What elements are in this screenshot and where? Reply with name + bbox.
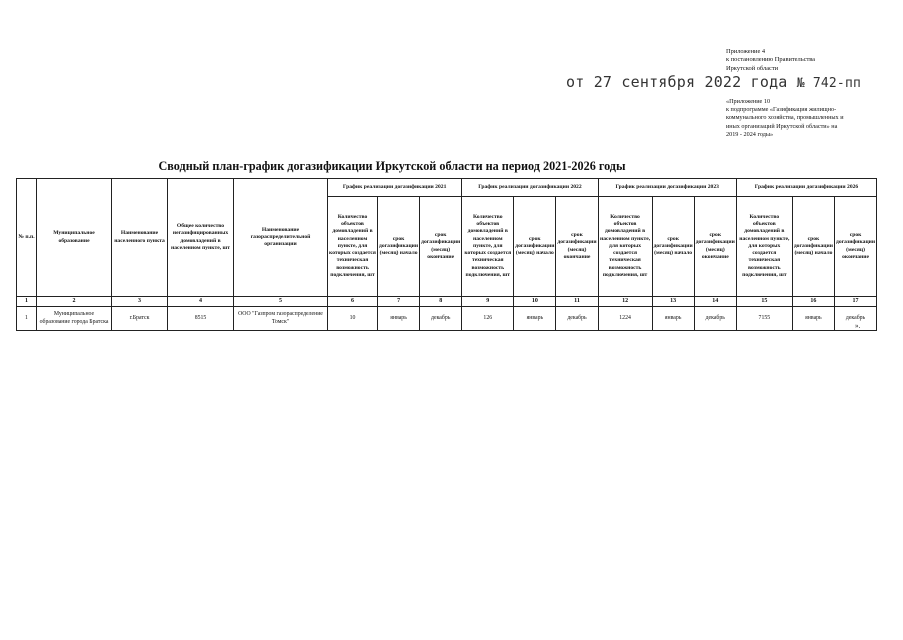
header-count-2023: Количество объектов домовладений в населенном пункте, для которых создается техническая возможность подключения, шт bbox=[598, 197, 652, 297]
column-number-row bbox=[17, 297, 877, 307]
annex-line: Иркутской области bbox=[726, 64, 779, 72]
header-end-2026: срок догазификации (месяц) окончание bbox=[834, 197, 876, 297]
header-start-2023: срок догазификации (месяц) начало bbox=[652, 197, 694, 297]
header-count-2026: Количество объектов домовладений в населенном пункте, для которых создается техническая возможность подключения, шт bbox=[736, 197, 792, 297]
header-start-2021: срок догазификации (месяц) начало bbox=[378, 197, 420, 297]
column-number: 3 bbox=[112, 297, 168, 307]
header-no: № п.п. bbox=[17, 179, 37, 297]
column-number: 2 bbox=[37, 297, 112, 307]
header-end-2021: срок догазификации (месяц) окончание bbox=[420, 197, 462, 297]
document-title: Сводный план-график догазификации Иркутской области на период 2021-2026 годы bbox=[158, 159, 626, 173]
cell-total-homes: 8515 bbox=[168, 307, 234, 331]
header-municipality: Муниципальное образование bbox=[37, 179, 112, 297]
column-number: 8 bbox=[420, 297, 462, 307]
header-start-2026: срок догазификации (месяц) начало bbox=[792, 197, 834, 297]
cell-start-2021: январь bbox=[378, 307, 420, 331]
column-number: 17 bbox=[834, 297, 876, 307]
cell-start-2026: январь bbox=[792, 307, 834, 331]
column-number: 14 bbox=[694, 297, 736, 307]
cell-gdo: ООО "Газпром газораспределение Томск" bbox=[234, 307, 328, 331]
cell-no: 1 bbox=[17, 307, 37, 331]
header-end-2023: срок догазификации (месяц) окончание bbox=[694, 197, 736, 297]
column-number: 16 bbox=[792, 297, 834, 307]
column-number: 4 bbox=[168, 297, 234, 307]
header-year-2026: График реализации догазификации 2026 bbox=[736, 179, 876, 197]
cell-start-2022: январь bbox=[514, 307, 556, 331]
header-count-2022: Количество объектов домовладений в населенном пункте, для которых создается техническая возможность подключения, шт bbox=[462, 197, 514, 297]
note-line: коммунального хозяйства, промышленных и bbox=[726, 114, 844, 122]
cell-count-2021: 10 bbox=[328, 307, 378, 331]
cell-end-2021: декабрь bbox=[420, 307, 462, 331]
registration-stamp bbox=[566, 73, 861, 91]
cell-end-2023: декабрь bbox=[694, 307, 736, 331]
column-number: 10 bbox=[514, 297, 556, 307]
header-total-homes: Общее количество негазифицированных домовладений в населенном пункте, шт bbox=[168, 179, 234, 297]
cell-municipality: Муниципальное образование города Братска bbox=[37, 307, 112, 331]
plan-table bbox=[16, 178, 877, 331]
header-count-2021: Количество объектов домовладений в населенном пункте, для которых создается техническая возможность подключения, шт bbox=[328, 197, 378, 297]
header-year-2022: График реализации догазификации 2022 bbox=[462, 179, 598, 197]
cell-count-2022: 126 bbox=[462, 307, 514, 331]
cell-settlement: г.Братск bbox=[112, 307, 168, 331]
cell-end-2022: декабрь bbox=[556, 307, 598, 331]
column-number: 5 bbox=[234, 297, 328, 307]
cell-count-2026: 7155 bbox=[736, 307, 792, 331]
header-year-2021: График реализации догазификации 2021 bbox=[328, 179, 462, 197]
header-gdo: Наименование газораспределительной организации bbox=[234, 179, 328, 297]
annex-line: к постановлению Правительства bbox=[726, 56, 816, 64]
header-settlement: Наименование населенного пункта bbox=[112, 179, 168, 297]
header-start-2022: срок догазификации (месяц) начало bbox=[514, 197, 556, 297]
note-line: к подпрограмме «Газификация жилищно- bbox=[726, 106, 837, 114]
header-year-2023: График реализации догазификации 2023 bbox=[598, 179, 736, 197]
header-row-years bbox=[17, 179, 877, 197]
stamp-number: № 742-пп bbox=[796, 76, 861, 91]
column-number: 13 bbox=[652, 297, 694, 307]
column-number: 9 bbox=[462, 297, 514, 307]
stamp-date: от 27 сентября 2022 года bbox=[566, 73, 788, 91]
column-number: 11 bbox=[556, 297, 598, 307]
annex-line: Приложение 4 bbox=[726, 48, 766, 55]
column-number: 7 bbox=[378, 297, 420, 307]
column-number: 1 bbox=[17, 297, 37, 307]
closing-quote-mark: ». bbox=[855, 322, 861, 330]
cell-count-2023: 1224 bbox=[598, 307, 652, 331]
annex-header bbox=[726, 48, 815, 73]
table-row bbox=[17, 307, 877, 331]
annex-note bbox=[726, 98, 844, 139]
note-line: «Приложение 10 bbox=[726, 98, 771, 105]
cell-end-2026: декабрь bbox=[834, 307, 876, 331]
header-end-2022: срок догазификации (месяц) окончание bbox=[556, 197, 598, 297]
note-line: иных организаций Иркутской области» на bbox=[726, 122, 838, 130]
column-number: 15 bbox=[736, 297, 792, 307]
column-number: 6 bbox=[328, 297, 378, 307]
note-line: 2019 - 2024 годы» bbox=[726, 130, 774, 138]
column-number: 12 bbox=[598, 297, 652, 307]
cell-start-2023: январь bbox=[652, 307, 694, 331]
